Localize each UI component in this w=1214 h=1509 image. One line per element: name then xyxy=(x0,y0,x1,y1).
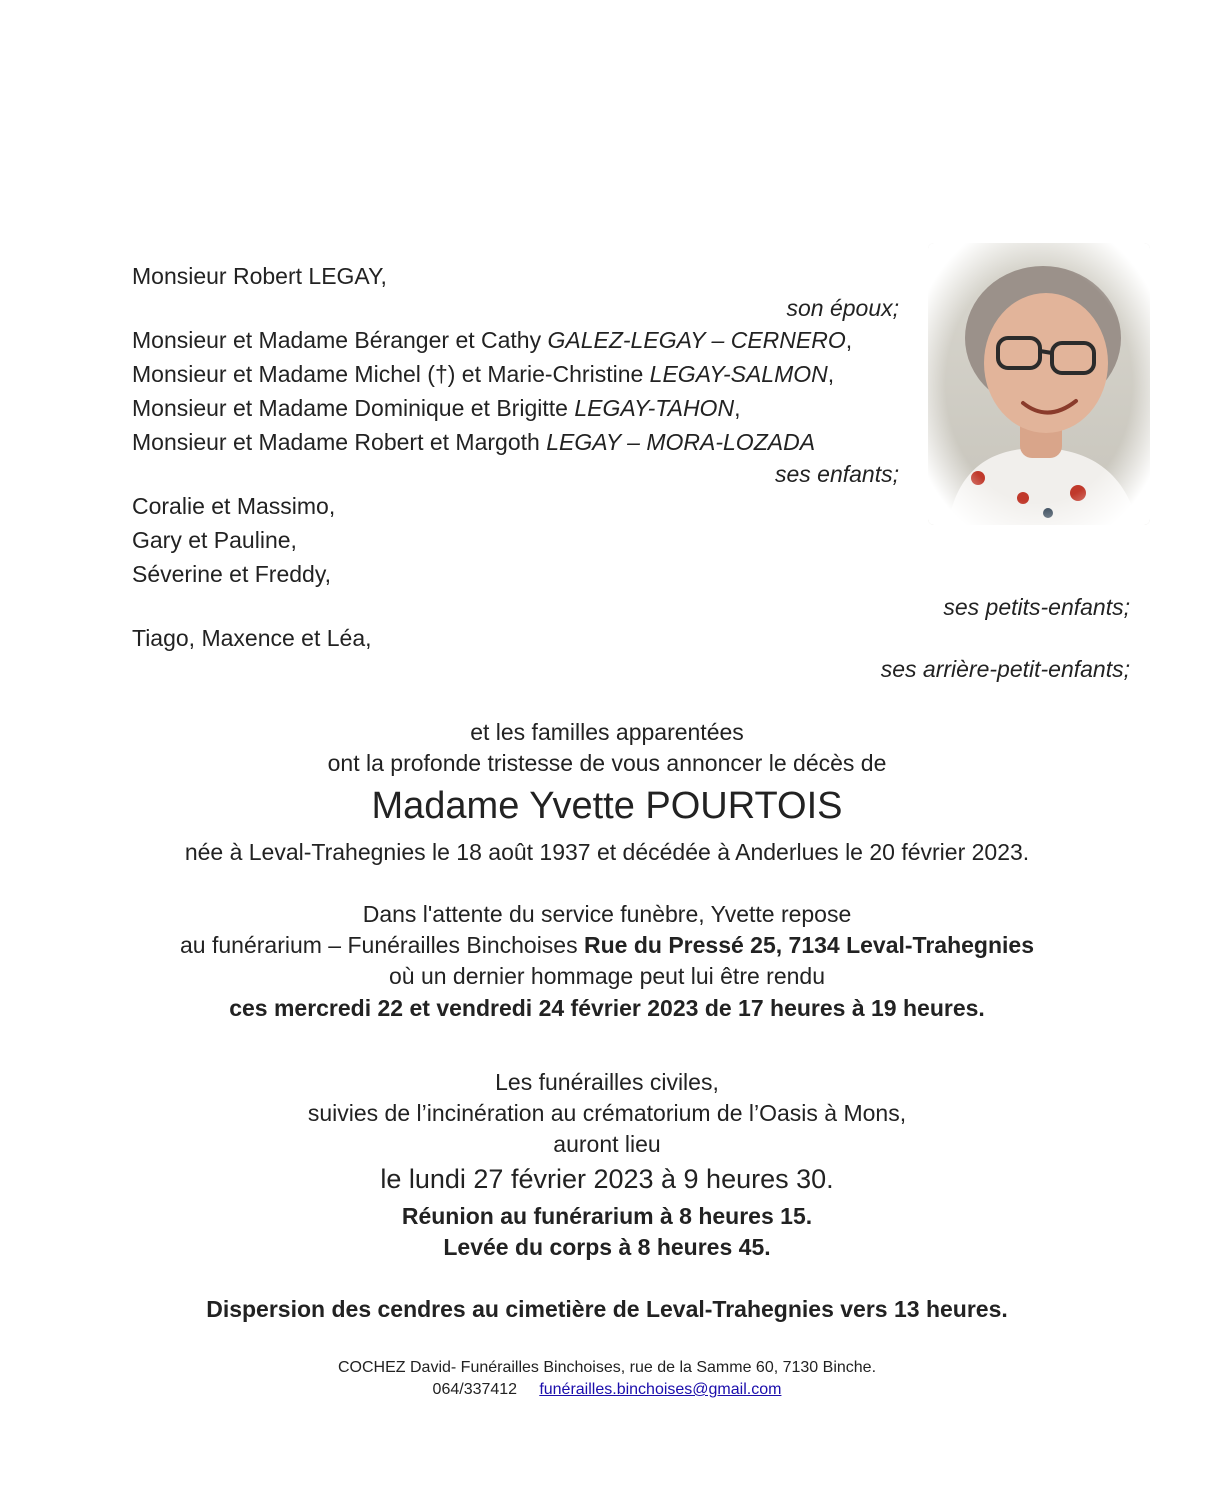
child-3-prefix: Monsieur et Madame Dominique et Brigitte xyxy=(132,395,575,421)
funeral-meeting: Réunion au funérarium à 8 heures 15. xyxy=(401,1203,813,1229)
funerarium-address: Rue du Pressé 25, 7134 Leval-Trahegnies xyxy=(583,932,1034,958)
funeral-line-3: auront lieu xyxy=(553,1131,661,1157)
funeral-date: le lundi 27 février 2023 à 9 heures 30. xyxy=(380,1164,834,1194)
grandchild-line-1: Coralie et Massimo, xyxy=(132,493,336,519)
funeral-home-contact xyxy=(0,1380,1214,1400)
funeral-home-address: COCHEZ David- Funérailles Binchoises, rue de la Samme 60, 7130 Binche. xyxy=(337,1359,877,1376)
deceased-name: Madame Yvette POURTOIS xyxy=(371,785,843,827)
visitation-line-3: où un dernier hommage peut lui être rendu xyxy=(388,963,825,989)
grandchild-line-2: Gary et Pauline, xyxy=(132,527,297,553)
child-4-surname: LEGAY – MORA-LOZADA xyxy=(546,429,816,455)
birth-death-dates: née à Leval-Trahegnies le 18 août 1937 et décédée à Anderlues le 20 février 2023. xyxy=(184,839,1030,865)
funeral-line-2: suivies de l’incinération au crématorium de l’Oasis à Mons, xyxy=(307,1100,907,1126)
grandchild-line-3: Séverine et Freddy, xyxy=(132,561,332,587)
sadness-line: ont la profonde tristesse de vous annoncer le décès de xyxy=(327,750,887,776)
visitation-line-2 xyxy=(0,931,1214,959)
phone-number: 064/337412 xyxy=(432,1381,518,1398)
child-3-surname: LEGAY-TAHON xyxy=(574,395,735,421)
great-grandchildren: Tiago, Maxence et Léa, xyxy=(132,625,372,651)
spouse-name: Monsieur Robert LEGAY, xyxy=(132,263,387,289)
child-1-suffix: , xyxy=(845,327,853,353)
child-1-prefix: Monsieur et Madame Béranger et Cathy xyxy=(132,327,548,353)
child-line-2 xyxy=(132,360,834,388)
families-line: et les familles apparentées xyxy=(470,719,744,745)
child-line-1 xyxy=(132,326,852,354)
email-link[interactable]: funérailles.binchoises@gmail.com xyxy=(539,1381,782,1398)
funerarium-label: au funérarium – Funérailles Binchoises xyxy=(180,932,584,958)
portrait-photo xyxy=(928,243,1150,525)
funeral-line-1: Les funérailles civiles, xyxy=(495,1069,719,1095)
ashes-dispersion: Dispersion des cendres au cimetière de Leval-Trahegnies vers 13 heures. xyxy=(206,1296,1008,1322)
great-grandchildren-role: ses arrière-petit-enfants; xyxy=(880,656,1130,682)
child-2-prefix: Monsieur et Madame Michel (†) et Marie-Christine xyxy=(132,361,650,387)
spouse-role: son époux; xyxy=(786,295,899,321)
child-line-3 xyxy=(132,394,740,422)
child-4-prefix: Monsieur et Madame Robert et Margoth xyxy=(132,429,547,455)
children-role: ses enfants; xyxy=(774,461,899,487)
child-3-suffix: , xyxy=(734,395,741,421)
visitation-line-1: Dans l'attente du service funèbre, Yvette repose xyxy=(362,901,852,927)
child-1-surname: GALEZ-LEGAY – CERNERO xyxy=(547,327,846,353)
funeral-levee: Levée du corps à 8 heures 45. xyxy=(443,1234,771,1260)
child-2-surname: LEGAY-SALMON xyxy=(649,361,828,387)
visitation-hours: ces mercredi 22 et vendredi 24 février 2023 de 17 heures à 19 heures. xyxy=(229,995,985,1021)
grandchildren-role: ses petits-enfants; xyxy=(943,594,1130,620)
child-2-suffix: , xyxy=(827,361,835,387)
child-line-4 xyxy=(132,428,815,456)
